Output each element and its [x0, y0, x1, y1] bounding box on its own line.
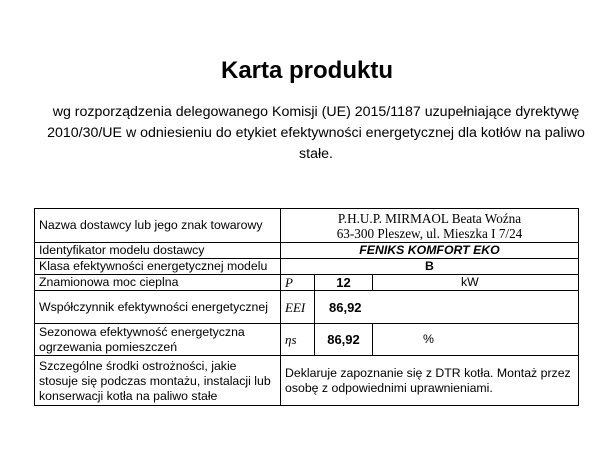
supplier-address: 63-300 Pleszew, ul. Mieszka I 7/24: [336, 225, 523, 241]
row-eei: [35, 291, 579, 324]
eei-symbol: EEI: [281, 291, 315, 324]
seasonal-value: 86,92: [315, 324, 373, 356]
page-title: Karta produktu: [220, 57, 393, 84]
seasonal-label: Sezonowa efektywność energetyczna ogrzewania pomieszczeń: [35, 324, 281, 356]
model-value: FENIKS KOMFORT EKO: [281, 243, 579, 259]
rated-power-label: Znamionowa moc cieplna: [35, 275, 281, 291]
rated-power-value: 12: [315, 275, 373, 291]
seasonal-symbol: ηs: [281, 324, 315, 356]
eei-label: Współczynnik efektywności energetycznej: [35, 291, 281, 324]
model-label: Identyfikator modelu dostawcy: [35, 243, 281, 259]
row-supplier: [35, 209, 579, 243]
rated-power-unit: kW: [373, 275, 579, 291]
row-rated-power: [35, 275, 579, 291]
rated-power-symbol: P: [281, 275, 315, 291]
seasonal-unit: %: [373, 324, 579, 356]
product-card-table: [34, 208, 579, 406]
page-subtitle: wg rozporządzenia delegowanego Komisji (UE) 2015/1187 uzupełniające dyrektywę 2010/30/UE w odniesieniu do etykiet efektywności energetycznej dla kotłów na paliwo stałe.: [47, 104, 585, 162]
eei-value: 86,92: [315, 291, 579, 324]
energy-class-label: Klasa efektywności energetycznej modelu: [35, 259, 281, 275]
row-seasonal-efficiency: [35, 324, 579, 356]
supplier-name: P.H.U.P. MIRMAOL Beata Woźna: [337, 210, 522, 226]
row-precautions: [35, 356, 579, 406]
supplier-value: [281, 209, 579, 243]
precautions-value: Deklaruje zapoznanie się z DTR kotła. Montaż przez osobę z odpowiednimi uprawnieniami.: [281, 356, 579, 406]
supplier-label: Nazwa dostawcy lub jego znak towarowy: [35, 209, 281, 243]
energy-class-value: B: [281, 259, 579, 275]
row-model: [35, 243, 579, 259]
row-energy-class: [35, 259, 579, 275]
precautions-label: Szczególne środki ostrożności, jakie stosuje się podczas montażu, instalacji lub konserwacji kotła na paliwo stałe: [35, 356, 281, 406]
